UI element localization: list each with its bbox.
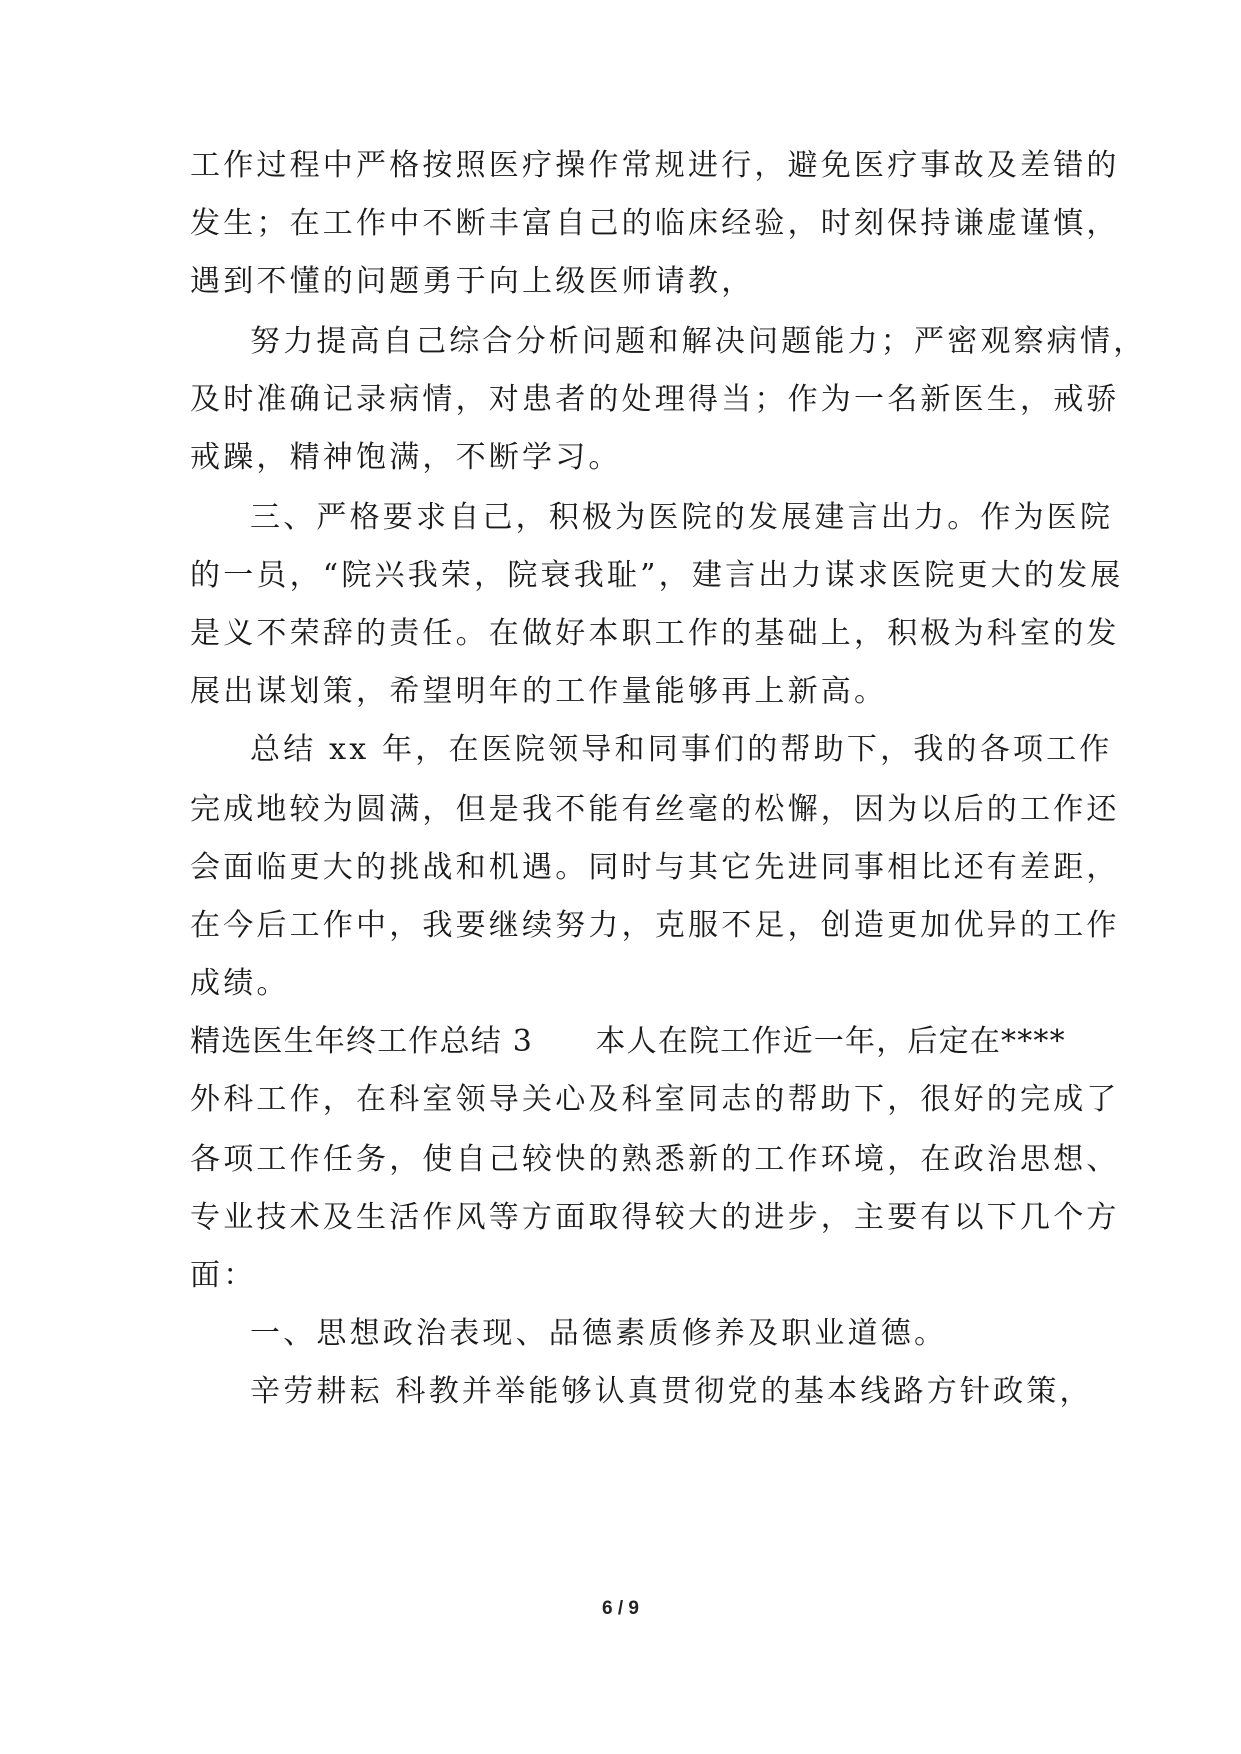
body-text-line: 展出谋划策，希望明年的工作量能够再上新高。 [190,674,888,709]
body-text-line: 遇到不懂的问题勇于向上级医师请教， [190,264,755,299]
page-number: 6 / 9 [602,1598,639,1619]
section-heading-line: 三、严格要求自己，积极为医院的发展建言出力。作为医院 [250,500,1114,535]
body-text-line: 完成地较为圆满，但是我不能有丝毫的松懈，因为以后的工作还 [190,792,1120,827]
article-title-line: 精选医生年终工作总结 3 本人在院工作近一年，后定在**** [190,1024,1066,1059]
paragraph-first-line: 努力提高自己综合分析问题和解决问题能力；严密观察病情， [250,324,1147,359]
paragraph-first-line: 总结 xx 年，在医院领导和同事们的帮助下，我的各项工作 [250,732,1113,767]
body-text-line: 及时准确记录病情，对患者的处理得当；作为一名新医生，戒骄 [190,382,1120,417]
body-text-line: 专业技术及生活作风等方面取得较大的进步，主要有以下几个方 [190,1200,1120,1235]
body-text-line: 戒躁，精神饱满，不断学习。 [190,440,622,475]
body-text-line: 成绩。 [190,966,290,1001]
body-text-line: 在今后工作中，我要继续努力，克服不足，创造更加优异的工作 [190,908,1120,943]
body-text-line: 是义不荣辞的责任。在做好本职工作的基础上，积极为科室的发 [190,616,1120,651]
body-text-line: 发生；在工作中不断丰富自己的临床经验，时刻保持谦虚谨慎， [190,206,1120,241]
section-heading-line: 一、思想政治表现、品德素质修养及职业道德。 [250,1316,948,1351]
paragraph-first-line: 辛劳耕耘 科教并举能够认真贯彻党的基本线路方针政策， [250,1374,1093,1409]
body-text-line: 工作过程中严格按照医疗操作常规进行，避免医疗事故及差错的 [190,148,1120,183]
body-text-line: 各项工作任务，使自己较快的熟悉新的工作环境，在政治思想、 [190,1142,1120,1177]
body-text-line: 面： [190,1258,257,1293]
body-text-line: 外科工作，在科室领导关心及科室同志的帮助下，很好的完成了 [190,1082,1120,1117]
body-text-line: 的一员，“院兴我荣，院衰我耻”，建言出力谋求医院更大的发展 [190,558,1124,593]
body-text-line: 会面临更大的挑战和机遇。同时与其它先进同事相比还有差距， [190,850,1120,885]
